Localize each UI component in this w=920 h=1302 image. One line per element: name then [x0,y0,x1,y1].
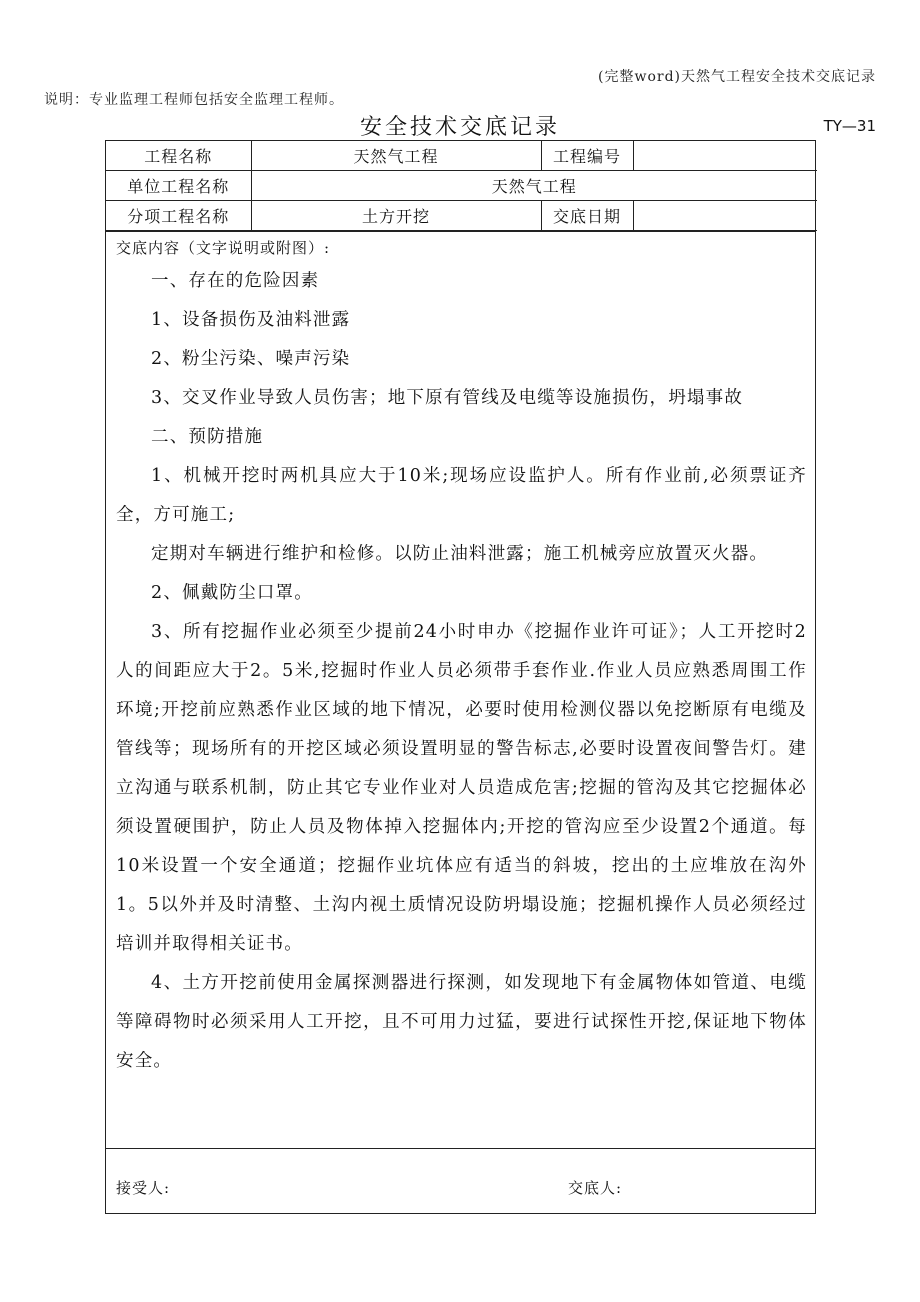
unit-project-value: 天然气工程 [251,171,817,201]
page-title: 安全技术交底记录 [359,115,560,140]
content-label: 交底内容（文字说明或附图）: [116,239,331,257]
page-header: (完整word)天然气工程安全技术交底记录 [598,69,876,85]
form-code: TY—31 [823,117,876,135]
project-no-value [633,141,817,171]
sub-project-label: 分项工程名称 [106,201,251,231]
paragraph: 定期对车辆进行维护和检修。以防止油料泄露；施工机械旁应放置灭火器。 [151,544,769,564]
note: 说明：专业监理工程师包括安全监理工程师。 [44,92,344,108]
table-row [106,201,817,231]
paragraph: 3、交叉作业导致人员伤害；地下原有管线及电缆等设施损伤，坍塌事故 [151,388,744,408]
table-row [106,141,817,171]
project-name-label: 工程名称 [106,141,251,171]
disclosure-form [105,140,816,1214]
project-no-label: 工程编号 [541,141,633,171]
sub-project-value: 土方开挖 [251,201,541,231]
info-table [106,141,817,231]
paragraph: 1、机械开挖时两机具应大于10米;现场应设监护人。所有作业前,必须票证齐全，方可施工; [116,466,807,525]
section-heading: 一、存在的危险因素 [151,271,320,291]
paragraph: 2、粉尘污染、噪声污染 [151,349,351,369]
table-row [106,171,817,201]
signature-row [106,1149,815,1215]
project-name-value: 天然气工程 [251,141,541,171]
paragraph: 1、设备损伤及油料泄露 [151,310,351,330]
paragraph: 3、所有挖掘作业必须至少提前24小时申办《挖掘作业许可证》；人工开挖时2人的间距应大于2。5米,挖掘时作业人员必须带手套作业.作业人员应熟悉周围工作环境;开挖前应熟悉作业区域的地下情况，必要时使用检测仪器以免挖断原有电缆及管线等；现场所有的开挖区域必须设置明显的警告标志,必要时设置夜间警告灯。建立沟通与联系机制，防止其它专业作业对人员造成危害;挖掘的管沟及其它挖掘体必须设置硬围护，防止人员及物体掉入挖掘体内;开挖的管沟应至少设置2个通道。每10米设置一个安全通道；挖掘作业坑体应有适当的斜坡，挖出的土应堆放在沟外1。5以外并及时清整、土沟内视土质情况设防坍塌设施；挖掘机操作人员必须经过培训并取得相关证书。 [116,622,807,954]
section-heading: 二、预防措施 [151,427,264,447]
date-value [633,201,817,231]
content-section [106,231,815,1149]
unit-project-label: 单位工程名称 [106,171,251,201]
paragraph: 2、佩戴防尘口罩。 [151,583,313,603]
paragraph: 4、土方开挖前使用金属探测器进行探测，如发现地下有金属物体如管道、电缆等障碍物时必须采用人工开挖，且不可用力过猛，要进行试探性开挖,保证地下物体安全。 [116,973,807,1071]
receiver-label: 接受人: [116,1179,171,1197]
date-label: 交底日期 [541,201,633,231]
discloser-label: 交底人: [568,1179,623,1197]
